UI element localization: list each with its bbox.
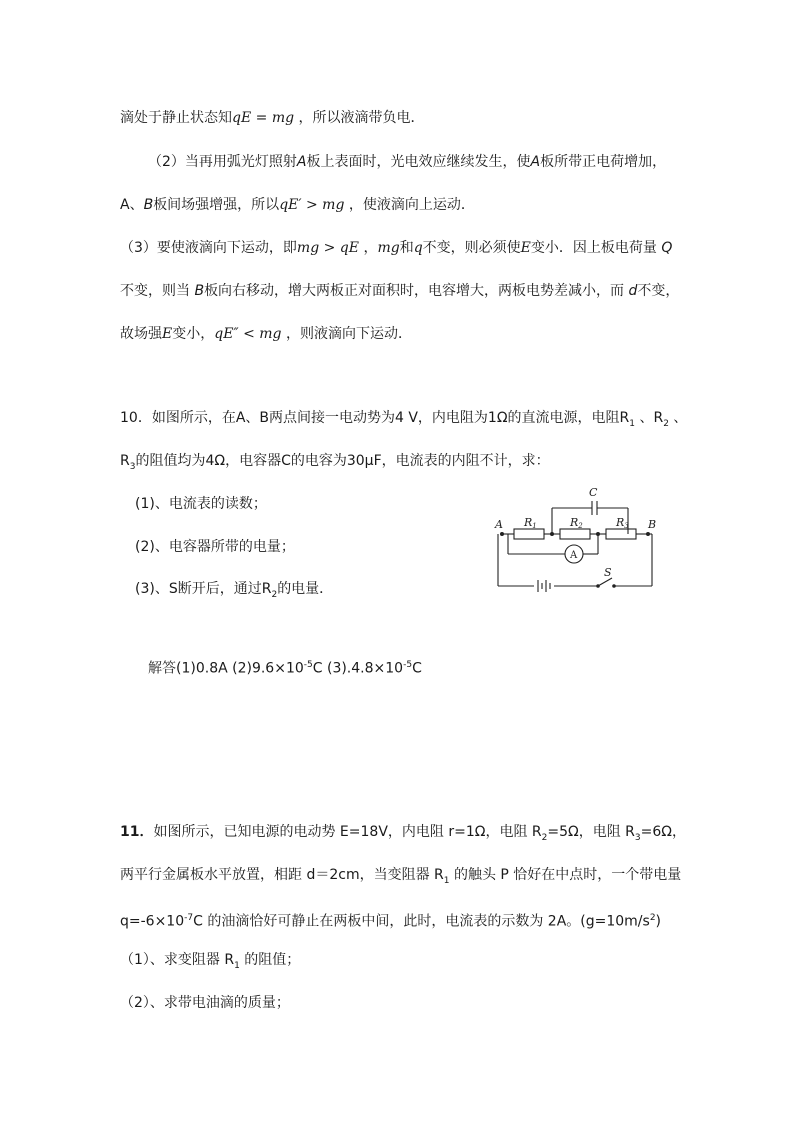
label-s: S: [604, 566, 612, 579]
question-11-stem-2: 两平行金属板水平放置，相距 d＝2cm，当变阻器 $R_1$ 的触头 P 恰好在中点时，一个带电量: [120, 867, 682, 886]
question-11-item-2: （2）、求带电油滴的质量；: [120, 995, 290, 1011]
question-10-stem-2: $R_3$的阻值均为4Ω，电容器C的电容为30μF，电流表的内阻不计，求：: [120, 453, 550, 472]
label-b: B: [648, 518, 657, 531]
junction: [550, 532, 554, 536]
solution-line-4: （3）要使液滴向下运动，即mg > qE ，mg和q不变，则必须使E变小．因上板电荷量 Q: [120, 240, 673, 256]
resistor-r3: [606, 529, 636, 539]
question-11-item-1: （1）、求变阻器 $R_1$ 的阻值；: [120, 952, 301, 971]
resistor-r2: [560, 529, 590, 539]
question-11-stem-1: 11．如图所示，已知电源的电动势 E=18V，内电阻 r=1Ω，电阻 $R_2=5\Omega$，电阻 $R_3=6\Omega$，: [120, 824, 686, 843]
question-10-answer: 解答(1)0.8A $(2)9.6\times 10^{-5}C$ $(3).4.8\times 10^{-5}C$: [148, 660, 422, 677]
switch-contact: [612, 584, 616, 588]
resistor-r1: [514, 529, 544, 539]
formula: qE′ > mg: [279, 197, 345, 213]
label-a: A: [495, 518, 503, 531]
label-c: C: [589, 486, 598, 499]
label-r1: R1: [524, 516, 537, 530]
node-b: [646, 532, 650, 536]
solution-line-3: A、B板间场强增强，所以qE′ > mg ，使液滴向上运动．: [120, 197, 475, 213]
formula: qE = mg: [232, 110, 295, 126]
question-10-item-2: (2)、电容器所带的电量；: [135, 539, 295, 555]
question-11-stem-3: $q=-6\times 10^{-7}C$ 的油滴恰好可静止在两板中间，此时，电流表的示数为 2A。$(g=10m/s^2)$: [120, 913, 662, 930]
node-a: [500, 532, 504, 536]
label-r2: R2: [570, 516, 583, 530]
formula: mg > qE: [296, 240, 359, 256]
ammeter-label: A: [570, 550, 578, 561]
switch-icon: [598, 578, 612, 586]
question-10-item-3: (3)、S断开后，通过$R_2$的电量．: [135, 581, 334, 600]
formula: qE″ < mg: [214, 326, 282, 342]
solution-line-6: 故场强E变小，qE″ < mg ，则液滴向下运动．: [120, 326, 412, 342]
question-number: 11．: [120, 824, 154, 840]
circuit-diagram: [488, 482, 660, 594]
junction: [596, 532, 600, 536]
label-r3: R3: [616, 516, 629, 530]
question-10-item-1: (1)、电流表的读数；: [135, 496, 267, 512]
question-10-stem-1: 10．如图所示，在A、B两点间接一电动势为4 V，内电阻为1Ω的直流电源，电阻$R_1$ 、$R_2$ 、: [120, 410, 688, 429]
switch-contact: [596, 584, 600, 588]
solution-line-5: 不变，则当 B板向右移动，增大两板正对面积时，电容增大，两板电势差减小，而 d不变，: [120, 283, 680, 299]
solution-line-2: （2）当再用弧光灯照射A板上表面时，光电效应继续发生，使A板所带正电荷增加，: [148, 154, 667, 170]
solution-line-1: 滴处于静止状态知qE = mg ，所以液滴带负电．: [120, 110, 425, 126]
